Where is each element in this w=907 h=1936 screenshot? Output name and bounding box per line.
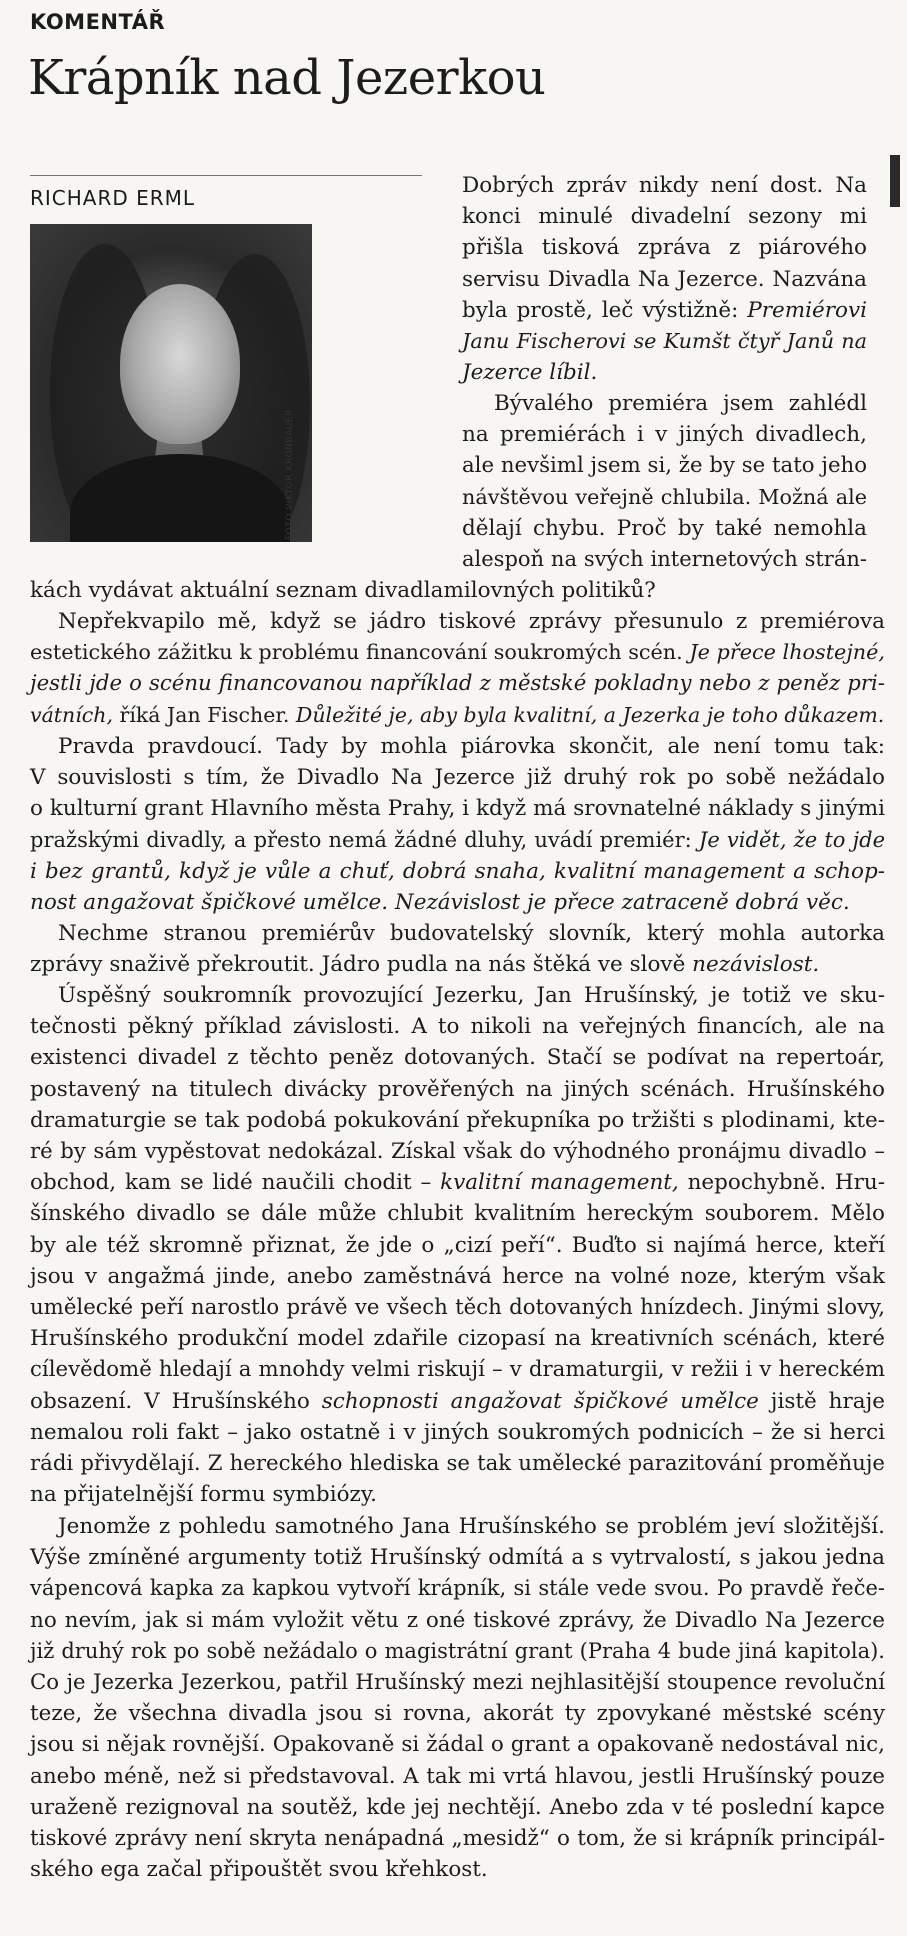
paragraph-1: Dobrých zpráv nikdy není dost. Na konci minulé divadelní sezony mi přišla tisková zpráva z piárového servisu Divadla Na Jezerce. Nazvána byla prostě, leč výstižně: Premiérovi Janu Fischerovi se Kumšt čtyř Janů na Jezerce líbil. xyxy=(462,173,867,386)
paragraph-4: Pravda pravdoucí. Tady by mohla piárovka skončit, ale není tomu tak: V souvislosti s tím, že Divadlo Na Jezerce již druhý rok po sobě nežádalo o kulturní grant Hlavního města Prahy, i když má srovnatelné náklady s jinými pražskými divadly, a přesto nemá žádné dluhy, uvádí premiér: Je vidět, že to jde i bez grantů, když je vůle a chuť, dobrá snaha, kvalitní management a schop- nost angažovat špičkové umělce. Nezávislost je přece zatraceně dobrá věc. xyxy=(30,734,885,916)
paragraph-3: Nepřekvapilo mě, když se jádro tiskové zprávy přesunulo z premiérova estetického zážitku k problému financování soukromých scén. Je přece lhostejné, jestli jde o scénu financovanou například z městské pokladny nebo z peněz pri- vátních, říká Jan Fischer. Důležité je, aby byla kvalitní, a Jezerka je toho důkazem. xyxy=(30,609,885,727)
paragraph-7: Jenomže z pohledu samotného Jana Hrušínského se problém jeví složitější. Výše zmíněné argumenty totiž Hrušínský odmítá a s vytrvalostí, s jakou jedna vápencová kapka za kapkou vytvoří krápník, si stále vede svou. Po pravdě řeče- no nevím, jak si mám vyložit větu z oné tiskové zprávy, že Divadlo Na Jezerce již druhý rok po sobě nežádalo o magistrátní grant (Praha 4 bude jiná kapitola). Co je Jezerka Jezerkou, patřil Hrušínský mezi nejhlasitější stoupence revoluční teze, že všechna divadla jsou si rovna, akorát ty zpovykané městské scény jsou si nějak rovnější. Opakovaně si žádal o grant a opakovaně nedostával nic, anebo méně, než si představoval. A tak mi vrtá hlavou, jestli Hrušínský pouze uraženě rezignoval na soutěž, kde jej nechtějí. Anebo zda v té poslední kapce tiskové zprávy není skryta nenápadná „mesidž“ o tom, že si krápník principál- ského ega začal připouštět svou křehkost. xyxy=(30,1514,885,1883)
paragraph-2-end: kách vydávat aktuální seznam divadlamilovných politiků? xyxy=(30,578,656,603)
divider xyxy=(30,175,422,176)
author-name: RICHARD ERML xyxy=(30,186,196,210)
paragraph-6: Úspěšný soukromník provozující Jezerku, Jan Hrušínský, je totiž ve sku- tečnosti pěkný příklad závislosti. A to nikoli na veřejných financích, ale na existenci divadel z těchto peněz dotovaných. Stačí se podívat na repertoár, postavený na titulech divácky prověřených na jiných scénách. Hrušínského dramaturgie se tak podobá pokukování překupníka po tržišti s plodinami, kte- ré by sám vypěstovat nedokázal. Získal však do výhodného pronájmu divadlo – obchod, kam se lidé naučili chodit – kvalitní management, nepochybně. Hru- šínského divadlo se dále může chlubit kvalitním hereckým souborem. Mělo by ale též skromně přiznat, že jde o „cizí peří“. Buďto si najímá herce, kteří jsou v angažmá jinde, anebo zaměstnává herce na volné noze, kterým však umělecké peří narostlo právě ve všech těch dotovaných hnízdech. Jinými slovy, Hrušínského produkční model zdařile cizopasí na kreativních scénách, které cílevědomě hledají a mnohdy velmi riskují – v dramaturgii, v režii i v hereckém obsazení. V Hrušínského schopnosti angažovat špičkové umělce jistě hraje nemalou roli fakt – jako ostatně i v jiných soukromých podnicích – že si herci rádi přivydělají. Z hereckého hlediska se tak umělecké parazitování proměňuje na přijatelnější formu symbiózy. xyxy=(30,983,886,1508)
paragraph-2: Bývalého premiéra jsem zahlédl na premiérách i v jiných divadlech, ale nevšiml jsem si, že by se tato jeho návštěvou veřejně chlubila. Možná ale dělají chybu. Proč by také nemohla alespoň na svých internetových strán- xyxy=(462,391,867,572)
page-edge-mark xyxy=(890,155,900,207)
section-label: KOMENTÁŘ xyxy=(30,10,166,34)
photo-credit: FOTO VIKTOR KRONBAUER xyxy=(285,409,295,540)
headline: Krápník nad Jezerkou xyxy=(28,50,546,106)
author-photo xyxy=(30,224,312,542)
paragraph-5: Nechme stranou premiérův budovatelský slovník, který mohla autorka zprávy snaživě překroutit. Jádro pudla na nás štěká ve slově nezávislost. xyxy=(30,921,885,978)
